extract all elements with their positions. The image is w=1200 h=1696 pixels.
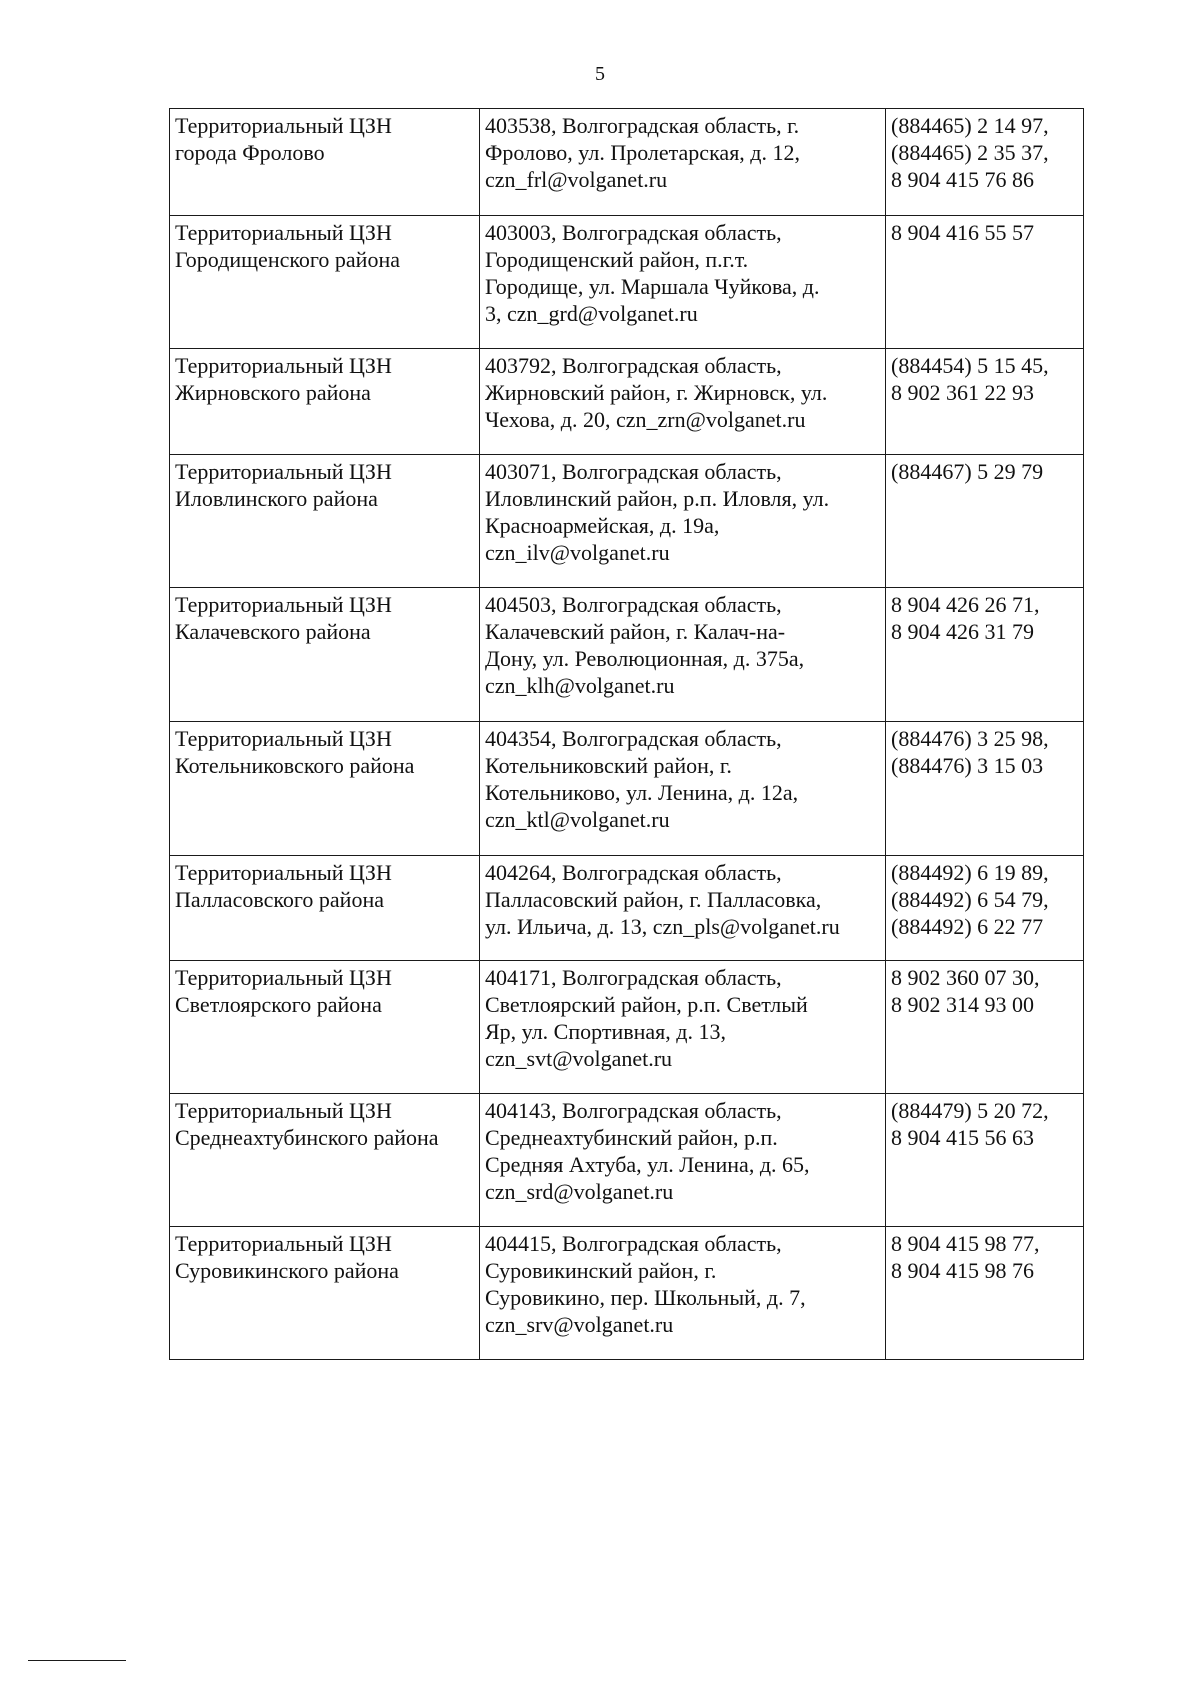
center-phones-cell: (884465) 2 14 97, (884465) 2 35 37, 8 904 415 76 86 [886,109,1084,216]
page-number: 5 [595,63,605,85]
center-name-cell: Территориальный ЦЗН Иловлинского района [170,455,480,588]
center-phones-cell: (884454) 5 15 45, 8 902 361 22 93 [886,349,1084,455]
center-name-cell: Территориальный ЦЗН Палласовского района [170,856,480,961]
table-row [170,109,1084,216]
center-phones-cell: (884476) 3 25 98, (884476) 3 15 03 [886,722,1084,856]
table-row [170,1227,1084,1360]
center-phones-cell: 8 904 416 55 57 [886,216,1084,349]
center-name-cell: Территориальный ЦЗН Городищенского района [170,216,480,349]
center-phones-cell: (884492) 6 19 89, (884492) 6 54 79, (884492) 6 22 77 [886,856,1084,961]
center-address-cell: 403792, Волгоградская область, Жирновский район, г. Жирновск, ул. Чехова, д. 20, czn_zrn@volganet.ru [480,349,886,455]
center-phones-cell: (884479) 5 20 72, 8 904 415 56 63 [886,1094,1084,1227]
center-name-cell: Территориальный ЦЗН Светлоярского района [170,961,480,1094]
center-address-cell: 403003, Волгоградская область, Городищенский район, п.г.т. Городище, ул. Маршала Чуйкова, д. 3, czn_grd@volganet.ru [480,216,886,349]
center-address-cell: 404143, Волгоградская область, Среднеахтубинский район, р.п. Средняя Ахтуба, ул. Ленина, д. 65, czn_srd@volganet.ru [480,1094,886,1227]
center-name-cell: Территориальный ЦЗН Среднеахтубинского района [170,1094,480,1227]
center-phones-cell: 8 904 415 98 77, 8 904 415 98 76 [886,1227,1084,1360]
footnote-divider [28,1660,126,1661]
table-row [170,455,1084,588]
center-address-cell: 404415, Волгоградская область, Суровикинский район, г. Суровикино, пер. Школьный, д. 7, czn_srv@volganet.ru [480,1227,886,1360]
center-address-cell: 404354, Волгоградская область, Котельниковский район, г. Котельниково, ул. Ленина, д. 12а, czn_ktl@volganet.ru [480,722,886,856]
center-address-cell: 404264, Волгоградская область, Палласовский район, г. Палласовка, ул. Ильича, д. 13, czn_pls@volganet.ru [480,856,886,961]
table-row [170,1094,1084,1227]
center-address-cell: 403071, Волгоградская область, Иловлинский район, р.п. Иловля, ул. Красноармейская, д. 19а, czn_ilv@volganet.ru [480,455,886,588]
table-row [170,588,1084,722]
table-row [170,216,1084,349]
center-address-cell: 404503, Волгоградская область, Калачевский район, г. Калач-на- Дону, ул. Революционная, д. 375а, czn_klh@volganet.ru [480,588,886,722]
table-row [170,961,1084,1094]
center-name-cell: Территориальный ЦЗН Котельниковского района [170,722,480,856]
table-row [170,722,1084,856]
center-name-cell: Территориальный ЦЗН Калачевского района [170,588,480,722]
center-phones-cell: 8 902 360 07 30, 8 902 314 93 00 [886,961,1084,1094]
table-row [170,349,1084,455]
center-name-cell: Территориальный ЦЗН Жирновского района [170,349,480,455]
center-phones-cell: (884467) 5 29 79 [886,455,1084,588]
center-name-cell: Территориальный ЦЗН Суровикинского района [170,1227,480,1360]
center-address-cell: 404171, Волгоградская область, Светлоярский район, р.п. Светлый Яр, ул. Спортивная, д. 13, czn_svt@volganet.ru [480,961,886,1094]
employment-centers-table [169,108,1084,1360]
center-name-cell: Территориальный ЦЗН города Фролово [170,109,480,216]
center-phones-cell: 8 904 426 26 71, 8 904 426 31 79 [886,588,1084,722]
table-row [170,856,1084,961]
center-address-cell: 403538, Волгоградская область, г. Фролово, ул. Пролетарская, д. 12, czn_frl@volganet.ru [480,109,886,216]
